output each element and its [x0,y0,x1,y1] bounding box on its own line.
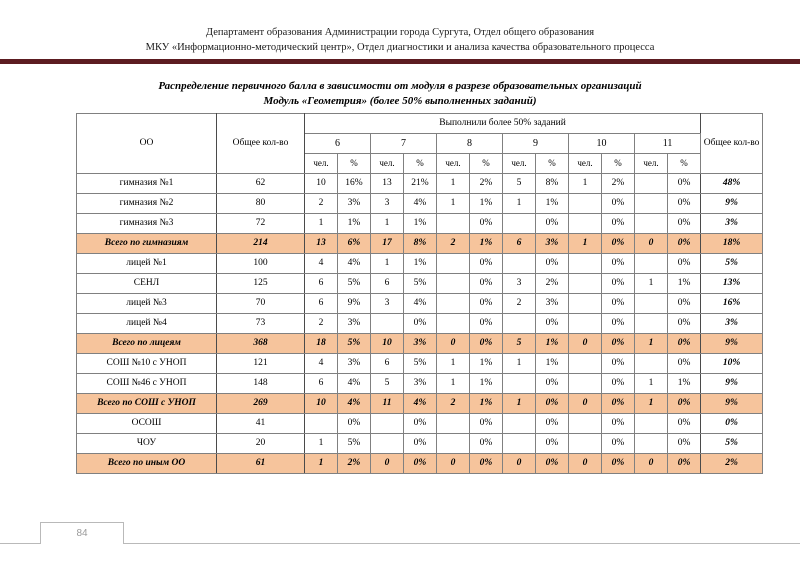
row-total-percent: 9% [701,334,763,354]
cell-module-10-percent: 0% [602,354,635,374]
cell-module-11-percent: 1% [668,274,701,294]
row-label: ЧОУ [77,434,217,454]
cell-module-7-percent: 8% [404,234,437,254]
row-total-percent: 3% [701,314,763,334]
cell-module-6-percent: 9% [338,294,371,314]
cell-module-10-percent: 0% [602,254,635,274]
th-module-10-percent: % [602,154,635,174]
table-row [77,374,763,394]
cell-module-6-percent: 4% [338,394,371,414]
cell-module-6-percent: 3% [338,354,371,374]
cell-module-9-people: 0 [503,454,536,474]
cell-module-10-people [569,294,602,314]
cell-module-11-percent: 0% [668,394,701,414]
cell-module-11-percent: 0% [668,314,701,334]
cell-module-9-percent: 0% [536,374,569,394]
th-module-7: 7 [371,134,437,154]
cell-module-7-people: 6 [371,354,404,374]
row-label: гимназия №2 [77,194,217,214]
cell-module-10-percent: 0% [602,294,635,314]
th-module-8-people: чел. [437,154,470,174]
cell-module-6-people: 18 [305,334,338,354]
row-total-percent: 13% [701,274,763,294]
th-module-9-people: чел. [503,154,536,174]
table-row [77,274,763,294]
row-total-count: 214 [217,234,305,254]
cell-module-9-percent: 0% [536,454,569,474]
cell-module-7-percent: 3% [404,334,437,354]
cell-module-9-people [503,254,536,274]
row-total-percent: 5% [701,434,763,454]
cell-module-7-people: 3 [371,294,404,314]
row-label: ОСОШ [77,414,217,434]
row-total-count: 20 [217,434,305,454]
cell-module-7-percent: 0% [404,434,437,454]
row-total-count: 269 [217,394,305,414]
row-total-percent: 5% [701,254,763,274]
cell-module-7-people: 3 [371,194,404,214]
cell-module-8-percent: 0% [470,314,503,334]
row-total-count: 125 [217,274,305,294]
cell-module-7-percent: 4% [404,394,437,414]
row-total-count: 70 [217,294,305,314]
cell-module-10-people [569,414,602,434]
cell-module-6-percent: 4% [338,374,371,394]
cell-module-7-people [371,414,404,434]
cell-module-6-people: 4 [305,254,338,274]
cell-module-7-people: 10 [371,334,404,354]
cell-module-6-percent: 1% [338,214,371,234]
cell-module-7-people [371,314,404,334]
row-total-percent: 9% [701,374,763,394]
cell-module-10-percent: 0% [602,274,635,294]
row-label: Всего по иным ОО [77,454,217,474]
table-head [77,114,763,174]
cell-module-9-percent: 0% [536,214,569,234]
cell-module-11-people [635,434,668,454]
cell-module-7-people: 11 [371,394,404,414]
cell-module-7-percent: 0% [404,414,437,434]
cell-module-10-people: 1 [569,174,602,194]
cell-module-10-people [569,274,602,294]
row-total-percent: 18% [701,234,763,254]
cell-module-11-percent: 0% [668,234,701,254]
row-total-count: 121 [217,354,305,374]
cell-module-8-people: 0 [437,454,470,474]
cell-module-7-people: 0 [371,454,404,474]
th-module-11-people: чел. [635,154,668,174]
table-row [77,174,763,194]
cell-module-9-percent: 1% [536,334,569,354]
cell-module-6-percent: 5% [338,334,371,354]
cell-module-6-percent: 4% [338,254,371,274]
cell-module-10-people: 0 [569,334,602,354]
cell-module-8-percent: 0% [470,254,503,274]
cell-module-8-people: 1 [437,174,470,194]
cell-module-10-percent: 0% [602,334,635,354]
cell-module-8-percent: 1% [470,394,503,414]
row-total-count: 72 [217,214,305,234]
row-label: лицей №4 [77,314,217,334]
cell-module-9-people [503,314,536,334]
th-module-6-percent: % [338,154,371,174]
cell-module-8-percent: 0% [470,294,503,314]
row-total-count: 41 [217,414,305,434]
cell-module-11-people [635,294,668,314]
cell-module-11-percent: 0% [668,354,701,374]
cell-module-8-people: 1 [437,374,470,394]
cell-module-8-percent: 0% [470,334,503,354]
cell-module-11-percent: 0% [668,194,701,214]
th-module-8-percent: % [470,154,503,174]
cell-module-6-people: 10 [305,394,338,414]
cell-module-9-people: 1 [503,354,536,374]
cell-module-10-percent: 0% [602,374,635,394]
cell-module-7-percent: 5% [404,274,437,294]
cell-module-6-percent: 3% [338,314,371,334]
distribution-table-container [76,113,760,474]
cell-module-11-people [635,254,668,274]
th-module-6-people: чел. [305,154,338,174]
cell-module-7-percent: 21% [404,174,437,194]
cell-module-10-people [569,194,602,214]
row-total-percent: 3% [701,214,763,234]
th-module-10: 10 [569,134,635,154]
cell-module-6-people: 6 [305,274,338,294]
table-row [77,254,763,274]
row-total-percent: 9% [701,394,763,414]
cell-module-11-percent: 0% [668,254,701,274]
cell-module-11-percent: 0% [668,294,701,314]
page-number: 84 [76,527,88,539]
cell-module-8-people [437,214,470,234]
cell-module-9-percent: 3% [536,294,569,314]
row-label: гимназия №3 [77,214,217,234]
cell-module-8-percent: 0% [470,454,503,474]
cell-module-7-people [371,434,404,454]
page-footer [0,522,800,566]
cell-module-8-people [437,274,470,294]
cell-module-9-people [503,434,536,454]
cell-module-8-people [437,294,470,314]
cell-module-6-people: 13 [305,234,338,254]
row-label: Всего по гимназиям [77,234,217,254]
cell-module-7-people: 1 [371,254,404,274]
row-total-count: 73 [217,314,305,334]
cell-module-10-percent: 0% [602,394,635,414]
cell-module-9-percent: 1% [536,354,569,374]
cell-module-7-people: 17 [371,234,404,254]
th-group-header: Выполнили более 50% заданий [305,114,701,134]
cell-module-11-percent: 0% [668,174,701,194]
cell-module-11-people [635,314,668,334]
table-row [77,194,763,214]
cell-module-7-percent: 0% [404,314,437,334]
cell-module-10-people [569,214,602,234]
cell-module-7-percent: 4% [404,194,437,214]
table-row [77,414,763,434]
cell-module-9-percent: 8% [536,174,569,194]
cell-module-7-people: 6 [371,274,404,294]
row-label: Всего по лицеям [77,334,217,354]
cell-module-9-people: 5 [503,334,536,354]
table-row [77,434,763,454]
cell-module-9-people: 1 [503,194,536,214]
th-total-right: Общее кол-во [701,114,763,174]
cell-module-11-people [635,214,668,234]
cell-module-11-people [635,354,668,374]
cell-module-9-people: 5 [503,174,536,194]
cell-module-11-people: 1 [635,374,668,394]
cell-module-8-percent: 0% [470,214,503,234]
cell-module-10-percent: 0% [602,314,635,334]
cell-module-9-percent: 1% [536,194,569,214]
cell-module-9-people: 1 [503,394,536,414]
cell-module-11-people: 0 [635,454,668,474]
th-module-7-percent: % [404,154,437,174]
table-row [77,394,763,414]
cell-module-8-people [437,314,470,334]
cell-module-10-percent: 0% [602,194,635,214]
table-row [77,334,763,354]
cell-module-11-percent: 0% [668,334,701,354]
cell-module-6-percent: 5% [338,274,371,294]
th-module-8: 8 [437,134,503,154]
cell-module-8-percent: 1% [470,194,503,214]
row-total-count: 148 [217,374,305,394]
cell-module-9-people: 3 [503,274,536,294]
cell-module-9-percent: 0% [536,314,569,334]
cell-module-10-percent: 0% [602,414,635,434]
cell-module-10-percent: 0% [602,214,635,234]
cell-module-6-percent: 0% [338,414,371,434]
cell-module-9-percent: 2% [536,274,569,294]
cell-module-7-percent: 5% [404,354,437,374]
th-oo: ОО [77,114,217,174]
table-row [77,314,763,334]
cell-module-11-percent: 1% [668,374,701,394]
cell-module-10-percent: 0% [602,434,635,454]
row-total-count: 100 [217,254,305,274]
row-total-percent: 0% [701,414,763,434]
running-head [0,26,800,55]
running-head-line2: МКУ «Информационно-методический центр», Отдел диагностики и анализа качества образовательного процесса [145,41,655,53]
cell-module-7-people: 13 [371,174,404,194]
th-module-7-people: чел. [371,154,404,174]
cell-module-6-people [305,414,338,434]
row-label: СЕНЛ [77,274,217,294]
cell-module-9-percent: 3% [536,234,569,254]
th-module-6: 6 [305,134,371,154]
cell-module-10-people [569,354,602,374]
cell-module-6-people: 4 [305,354,338,374]
cell-module-6-percent: 6% [338,234,371,254]
cell-module-10-people [569,434,602,454]
row-label: СОШ №46 с УНОП [77,374,217,394]
cell-module-7-people: 1 [371,214,404,234]
cell-module-10-percent: 0% [602,454,635,474]
cell-module-10-percent: 0% [602,234,635,254]
cell-module-8-percent: 1% [470,234,503,254]
row-total-percent: 9% [701,194,763,214]
cell-module-6-people: 2 [305,314,338,334]
cell-module-9-percent: 0% [536,254,569,274]
cell-module-10-people [569,314,602,334]
cell-module-10-people: 0 [569,454,602,474]
th-module-10-people: чел. [569,154,602,174]
cell-module-9-people [503,414,536,434]
table-row [77,354,763,374]
cell-module-11-people [635,194,668,214]
page-title [0,79,800,108]
th-module-9-percent: % [536,154,569,174]
cell-module-7-percent: 1% [404,214,437,234]
cell-module-11-people: 1 [635,394,668,414]
table-row [77,294,763,314]
cell-module-8-people [437,254,470,274]
cell-module-10-people: 0 [569,394,602,414]
cell-module-8-people: 1 [437,354,470,374]
cell-module-6-people: 6 [305,374,338,394]
row-label: лицей №1 [77,254,217,274]
cell-module-8-percent: 0% [470,434,503,454]
cell-module-9-people [503,374,536,394]
cell-module-8-people [437,414,470,434]
cell-module-9-percent: 0% [536,434,569,454]
cell-module-8-people [437,434,470,454]
row-total-percent: 48% [701,174,763,194]
table-row [77,234,763,254]
cell-module-11-people [635,174,668,194]
cell-module-7-percent: 4% [404,294,437,314]
cell-module-11-percent: 0% [668,454,701,474]
cell-module-6-percent: 16% [338,174,371,194]
row-total-percent: 16% [701,294,763,314]
table-body [77,174,763,474]
table-head-row-1 [77,114,763,134]
row-total-percent: 10% [701,354,763,374]
cell-module-7-percent: 1% [404,254,437,274]
cell-module-6-people: 1 [305,214,338,234]
th-total: Общее кол-во [217,114,305,174]
distribution-table [76,113,763,474]
cell-module-11-people [635,414,668,434]
cell-module-6-people: 2 [305,194,338,214]
row-label: лицей №3 [77,294,217,314]
cell-module-9-people: 6 [503,234,536,254]
cell-module-6-people: 6 [305,294,338,314]
cell-module-9-people: 2 [503,294,536,314]
cell-module-9-percent: 0% [536,414,569,434]
cell-module-8-people: 2 [437,234,470,254]
cell-module-8-people: 0 [437,334,470,354]
th-module-11: 11 [635,134,701,154]
header-rule [0,59,800,64]
cell-module-9-percent: 0% [536,394,569,414]
page-title-line1: Распределение первичного балла в зависимости от модуля в разрезе образовательных организаций [158,80,642,92]
th-module-9: 9 [503,134,569,154]
cell-module-8-percent: 0% [470,414,503,434]
row-label: гимназия №1 [77,174,217,194]
cell-module-11-people: 0 [635,234,668,254]
cell-module-8-people: 2 [437,394,470,414]
cell-module-6-people: 1 [305,434,338,454]
cell-module-9-people [503,214,536,234]
cell-module-8-percent: 1% [470,374,503,394]
row-total-count: 80 [217,194,305,214]
cell-module-8-percent: 1% [470,354,503,374]
th-module-11-percent: % [668,154,701,174]
cell-module-8-percent: 2% [470,174,503,194]
cell-module-10-people [569,374,602,394]
cell-module-11-percent: 0% [668,414,701,434]
row-total-count: 62 [217,174,305,194]
cell-module-10-people: 1 [569,234,602,254]
cell-module-8-people: 1 [437,194,470,214]
cell-module-11-percent: 0% [668,434,701,454]
cell-module-10-percent: 2% [602,174,635,194]
running-head-line1: Департамент образования Администрации города Сургута, Отдел общего образования [205,27,595,38]
cell-module-11-people: 1 [635,334,668,354]
cell-module-6-people: 10 [305,174,338,194]
row-label: Всего по СОШ с УНОП [77,394,217,414]
row-total-percent: 2% [701,454,763,474]
cell-module-6-percent: 3% [338,194,371,214]
page-title-line2: Модуль «Геометрия» (более 50% выполненных заданий) [263,94,537,107]
row-label: СОШ №10 с УНОП [77,354,217,374]
cell-module-7-percent: 3% [404,374,437,394]
cell-module-6-people: 1 [305,454,338,474]
row-total-count: 61 [217,454,305,474]
cell-module-6-percent: 5% [338,434,371,454]
cell-module-7-people: 5 [371,374,404,394]
table-row [77,454,763,474]
table-row [77,214,763,234]
cell-module-11-people: 1 [635,274,668,294]
row-total-count: 368 [217,334,305,354]
cell-module-7-percent: 0% [404,454,437,474]
cell-module-6-percent: 2% [338,454,371,474]
cell-module-8-percent: 0% [470,274,503,294]
cell-module-10-people [569,254,602,274]
cell-module-11-percent: 0% [668,214,701,234]
